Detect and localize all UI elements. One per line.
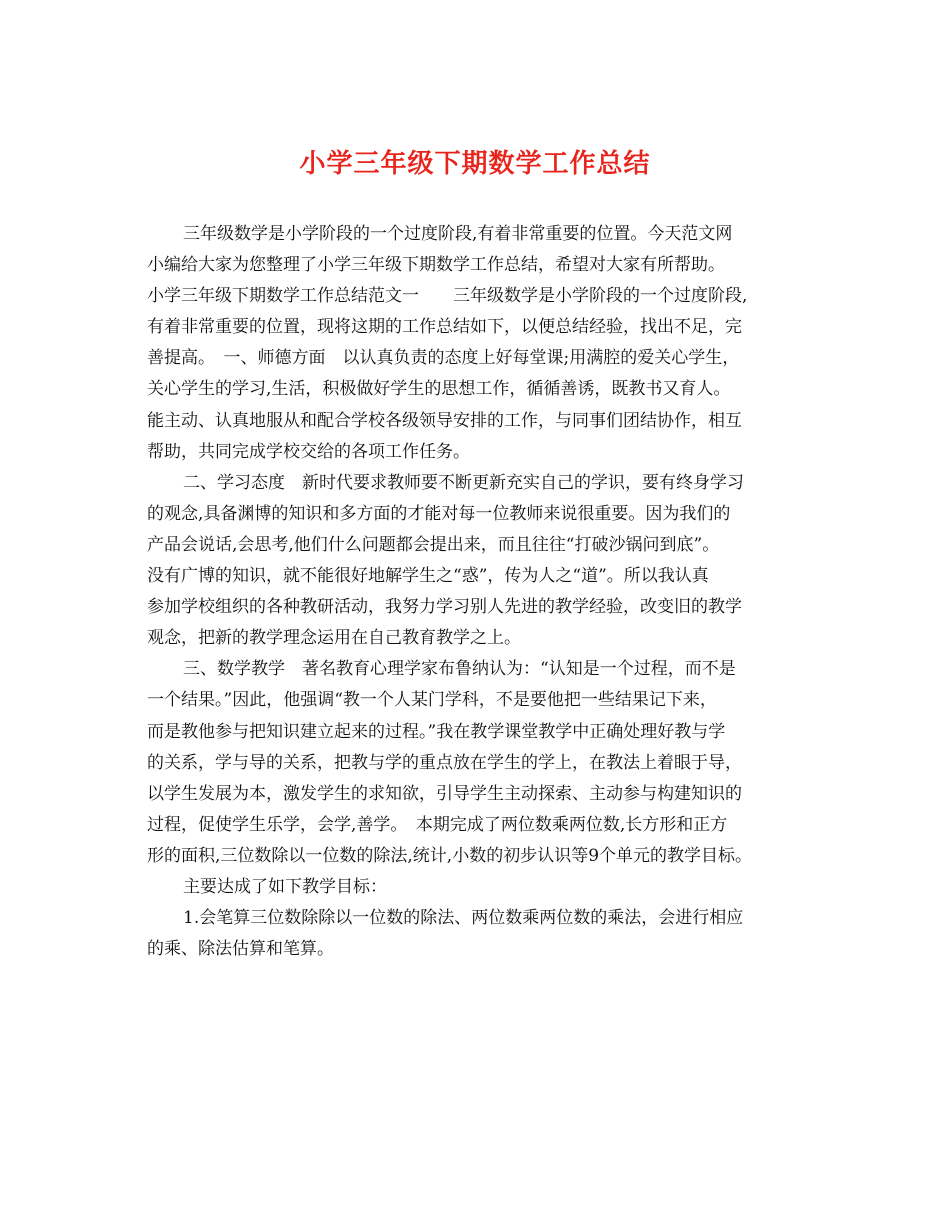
document-body xyxy=(147,219,812,965)
body-line: 主要达成了如下教学目标： xyxy=(183,876,387,897)
body-line: 的观念,具备渊博的知识和多方面的才能对每一位教师来说很重要。因为我们的 xyxy=(147,503,731,524)
body-line: 形的面积,三位数除以一位数的除法,统计,小数的初步认识等9个单元的教学目标。 xyxy=(147,845,753,866)
body-line: 小编给大家为您整理了小学三年级下期数学工作总结，希望对大家有所帮助。 xyxy=(147,255,725,276)
body-line: 过程，促使学生乐学，会学,善学。 本期完成了两位数乘两位数,长方形和正方 xyxy=(147,814,728,835)
body-line: 二、学习态度 新时代要求教师要不断更新充实自己的学识，要有终身学习 xyxy=(183,472,744,493)
body-line: 产品会说话,会思考,他们什么问题都会提出来，而且往往“打破沙锅问到底”。 xyxy=(147,534,720,555)
body-line: 关心学生的学习,生活，积极做好学生的思想工作，循循善诱，既教书又育人。 xyxy=(147,379,731,400)
body-line: 以学生发展为本，激发学生的求知欲，引导学生主动探索、主动参与构建知识的 xyxy=(147,783,742,804)
body-line: 有着非常重要的位置，现将这期的工作总结如下，以便总结经验，找出不足，完 xyxy=(147,317,742,338)
body-line: 善提高。 一、师德方面 以认真负责的态度上好每堂课;用满腔的爱关心学生， xyxy=(147,348,740,369)
document-title: 小学三年级下期数学工作总结 xyxy=(299,149,651,179)
body-line: 帮助，共同完成学校交给的各项工作任务。 xyxy=(147,441,470,462)
body-line: 而是教他参与把知识建立起来的过程。”我在教学课堂教学中正确处理好教与学 xyxy=(147,721,726,742)
body-line: 没有广博的知识，就不能很好地解学生之“惑”，传为人之“道”。所以我认真 xyxy=(147,566,709,587)
body-line: 一个结果。”因此，他强调“教一个人某门学科，不是要他把一些结果记下来， xyxy=(147,690,717,711)
body-line: 三年级数学是小学阶段的一个过度阶段,有着非常重要的位置。今天范文网 xyxy=(183,224,733,244)
body-line: 1.会笔算三位数除除以一位数的除法、两位数乘两位数的乘法，会进行相应 xyxy=(183,908,744,929)
body-line: 小学三年级下期数学工作总结范文一 三年级数学是小学阶段的一个过度阶段, xyxy=(147,286,748,307)
body-line: 的关系，学与导的关系，把教与学的重点放在学生的学上，在教法上着眼于导， xyxy=(147,752,742,773)
body-line: 三、数学教学 著名教育心理学家布鲁纳认为：“认知是一个过程，而不是 xyxy=(183,659,736,680)
body-line: 的乘、除法估算和笔算。 xyxy=(147,939,334,960)
body-line: 观念，把新的教学理念运用在自己教育教学之上。 xyxy=(147,628,521,649)
body-line: 能主动、认真地服从和配合学校各级领导安排的工作，与同事们团结协作，相互 xyxy=(147,410,742,431)
body-line: 参加学校组织的各种教研活动，我努力学习别人先进的教学经验，改变旧的教学 xyxy=(147,597,742,618)
